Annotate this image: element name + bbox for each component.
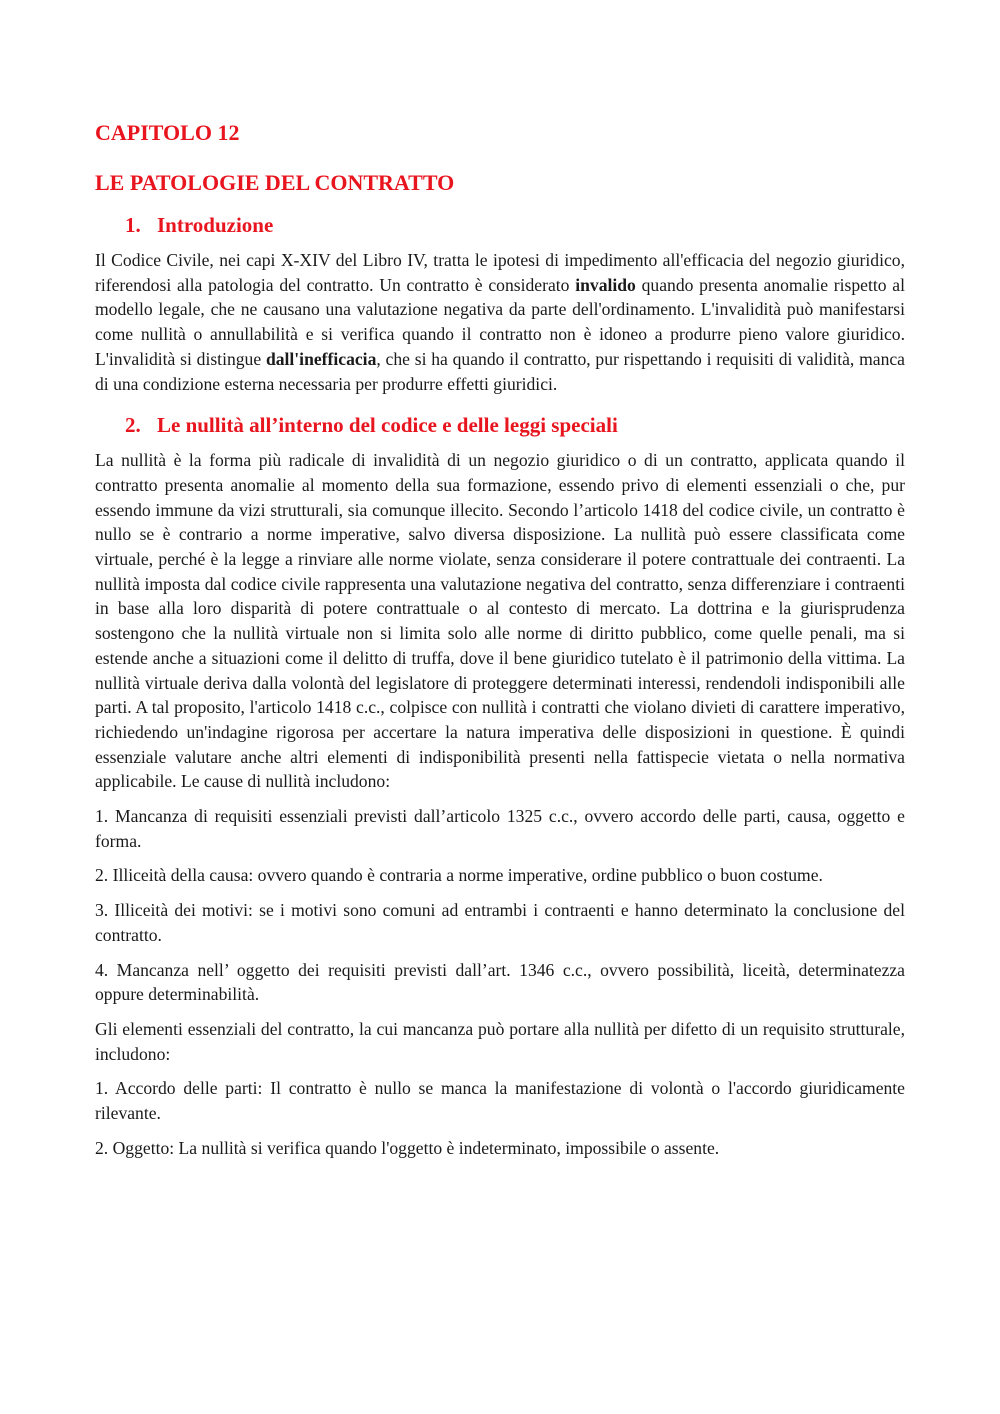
list-item-element: 1. Accordo delle parti: Il contratto è nullo se manca la manifestazione di volontà o l'accordo giuridicamente rilevante. xyxy=(95,1078,905,1124)
list-item-cause: 4. Mancanza nell’ oggetto dei requisiti previsti dall’art. 1346 c.c., ovvero possibilità, liceità, determinatezza oppure determinabilità. xyxy=(95,959,905,1005)
section-title: Introduzione xyxy=(157,213,274,237)
chapter-heading: CAPITOLO 12 xyxy=(95,120,240,145)
list-item-cause: 2. Illiceità della causa: ovvero quando è contraria a norme imperative, ordine pubblico o buon costume. xyxy=(95,865,823,886)
section-title: Le nullità all’interno del codice e delle leggi speciali xyxy=(157,413,618,438)
section-number: 2. xyxy=(125,413,141,438)
paragraph-elements: Gli elementi essenziali del contratto, la cui mancanza può portare alla nullità per difetto di un requisito strutturale, includono: xyxy=(95,1018,905,1064)
text-run: , che si ha quando il contratto, pur rispettando i requisiti di validità, manca di una condizione esterna necessaria per produrre effetti giuridici. xyxy=(95,348,905,394)
section-heading-1 xyxy=(95,210,905,240)
list-item-element: 2. Oggetto: La nullità si verifica quando l'oggetto è indeterminato, impossibile o assente. xyxy=(95,1137,720,1158)
paragraph-introduction xyxy=(95,248,905,396)
section-number: 1. xyxy=(125,213,141,237)
list-item-cause: 3. Illiceità dei motivi: se i motivi sono comuni ad entrambi i contraenti e hanno determinato la conclusione del contratto. xyxy=(95,900,905,945)
bold-term: dall'inefficacia xyxy=(265,348,377,369)
section-heading-2 xyxy=(95,410,905,440)
chapter-title: LE PATOLOGIE DEL CONTRATTO xyxy=(95,170,455,195)
text-run: quando presenta anomalie rispetto al modello legale, che ne causano una valutazione negativa da parte dell'ordinamento. L'invalidità può manifestarsi come nullità o annullabilità e si verifica quando il contratto non è idoneo a produrre pieno valore giuridico. L'invalidità si distingue xyxy=(95,274,905,369)
paragraph-nullity: La nullità è la forma più radicale di invalidità di un negozio giuridico o di un contratto, applicata quando il contratto presenta anomalie al momento della sua formazione, essendo privo di elementi essenziali o che, pur essendo immune da vizi strutturali, sia comunque illecito. Secondo l’articolo 1418 del codice civile, un contratto è nullo se è contrario a norme imperative, salvo diversa disposizione. La nullità può essere classificata come virtuale, perché è la legge a rinviare alle norme violate, senza considerare il potere contrattuale dei contraenti. La nullità imposta dal codice civile rappresenta una valutazione negativa del contratto, senza differenziare i contraenti in base alla loro disparità di potere contrattuale o al contesto di mercato. La dottrina e la giurisprudenza sostengono che la nullità virtuale non si limita solo alle norme di diritto pubblico, come quelle penali, ma si estende anche a situazioni come il delitto di truffa, dove il bene giuridico tutelato è il patrimonio della vittima. La nullità virtuale deriva dalla volontà del legislatore di proteggere determinati interessi, rendendoli indisponibili alle parti. A tal proposito, l'articolo 1418 c.c., colpisce con nullità i contratti che violano divieti di carattere imperativo, richiedendo un'indagine rigorosa per accertare la natura imperativa delle disposizioni in questione. È quindi essenziale valutare anche altri elementi di indisponibilità presenti nella fattispecie vietata o nella normativa applicabile. Le cause di nullità includono: xyxy=(95,450,905,792)
bold-term: invalido xyxy=(575,274,636,295)
list-item-cause: 1. Mancanza di requisiti essenziali previsti dall’articolo 1325 c.c., ovvero accordo delle parti, causa, oggetto e forma. xyxy=(95,806,905,851)
text-run: Il Codice Civile, nei capi X-XIV del Libro IV, tratta le ipotesi di impedimento all'efficacia del negozio giuridico, riferendosi alla patologia del contratto. Un contratto è considerato xyxy=(95,250,905,295)
